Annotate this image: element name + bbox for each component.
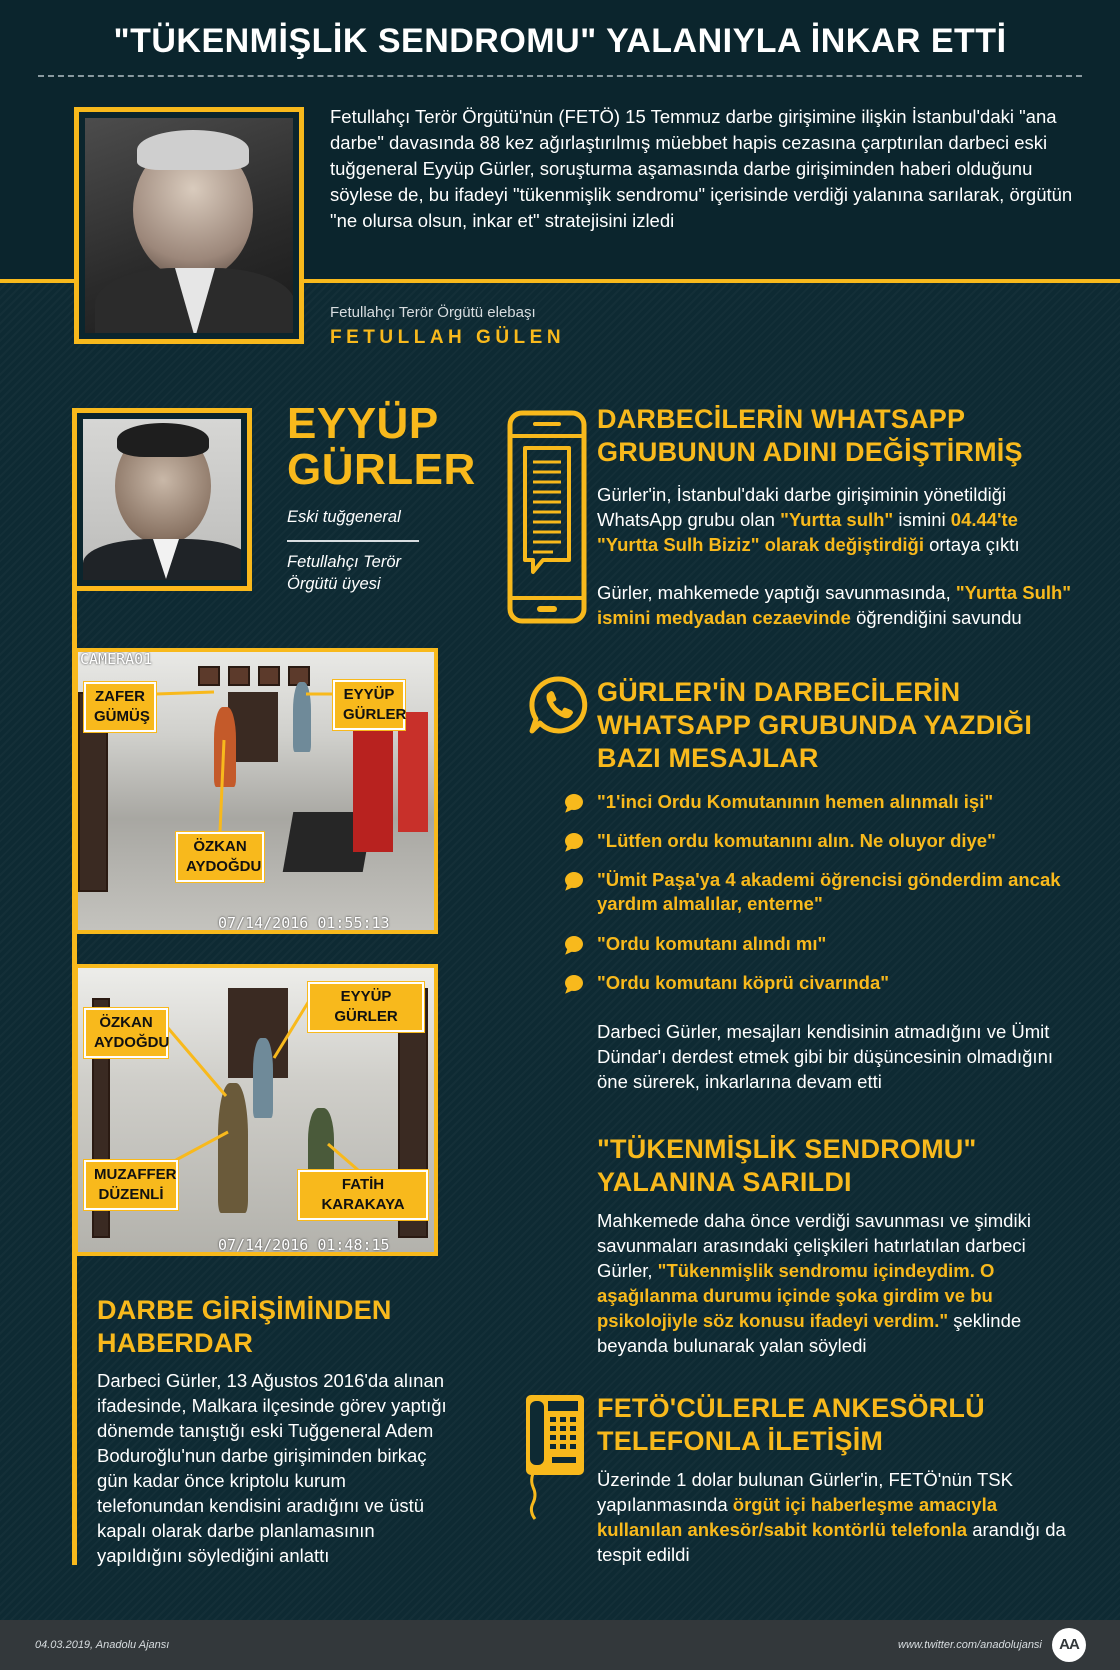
speech-bubble-icon bbox=[565, 872, 583, 888]
message-item: "Lütfen ordu komutanını alın. Ne oluyor diye" bbox=[565, 829, 1085, 859]
page-title: "TÜKENMİŞLİK SENDROMU" YALANIYLA İNKAR ETTİ bbox=[113, 22, 1007, 60]
camera-1-timestamp: 07/14/2016 01:55:13 bbox=[218, 914, 390, 932]
whatsapp-icon bbox=[528, 675, 588, 735]
eyyup-portrait bbox=[83, 419, 241, 580]
footer-twitter-link[interactable]: www.twitter.com/anadolujansi bbox=[898, 1639, 1042, 1651]
tag-eyyup-gurler: EYYÜP GÜRLER bbox=[333, 680, 405, 730]
message-item: "Ordu komutanı alındı mı" bbox=[565, 932, 1085, 962]
messages-closing: Darbeci Gürler, mesajları kendisinin atmadığını ve Ümit Dündar'ı derdest etmek gibi bir düşüncesinin olmadığını öne sürerek, inkarlarına devam etti bbox=[597, 1021, 1054, 1092]
speech-bubble-icon bbox=[565, 975, 583, 991]
ankesor-heading: FETÖ'CÜLERLE ANKESÖRLÜ TELEFONLA İLETİŞİM bbox=[597, 1393, 985, 1456]
camera-still-2 bbox=[74, 964, 438, 1256]
tag-ozkan-aydogdu-2: ÖZKAN AYDOĞDU bbox=[84, 1008, 168, 1058]
camera-still-1 bbox=[74, 648, 438, 934]
footer-date: 04.03.2019, Anadolu Ajansı bbox=[35, 1639, 170, 1651]
eyyup-title: Eski tuğgeneral bbox=[287, 508, 401, 526]
tag-ozkan-aydogdu: ÖZKAN AYDOĞDU bbox=[176, 832, 264, 882]
tag-fatih-karakaya: FATİH KARAKAYA bbox=[298, 1170, 428, 1220]
sendrom-paragraph: Mahkemede daha önce verdiği savunması ve şimdiki savunmaları arasındaki çelişkileri hatırlatılan darbeci Gürler, "Tükenmişlik sendromu içindeydim. O aşağılanma durumu içinde şoka girdim ve bu psikolojiyle söz konusu ifadeyi verdim." şeklinde beyanda bulunarak yalan söyledi bbox=[597, 1210, 1031, 1356]
gulen-portrait bbox=[85, 118, 293, 333]
ankesor-paragraph: Üzerinde 1 dolar bulunan Gürler'in, FETÖ'nün TSK yapılanmasında örgüt içi haberleşme amacıyla kullanılan ankesör/sabit kontörlü telefonla arandığı da tespit edildi bbox=[597, 1469, 1066, 1565]
gulen-name: FETULLAH GÜLEN bbox=[330, 327, 566, 348]
message-item: "Ordu komutanı köprü civarında" bbox=[565, 971, 1085, 1001]
intro-paragraph: Fetullahçı Terör Örgütü'nün (FETÖ) 15 Temmuz darbe girişimine ilişkin İstanbul'daki "ana darbe" davasında 88 kez ağırlaştırılmış müebbet hapis cezasına çarptırılan darbeci eski tuğgeneral Eyyüp Gürler, soruşturma aşamasında darbe girişiminden haberi olduğunu söylese de, bu ifadeyi "tükenmişlik sendromu" içerisinde verdiği yalanına sarılarak, örgütün "ne olursa olsun, inkar et" stratejisini izledi bbox=[330, 106, 1073, 231]
gulen-caption: Fetullahçı Terör Örgütü elebaşı bbox=[330, 304, 536, 321]
speech-bubble-icon bbox=[565, 794, 583, 810]
eyyup-name-line1: EYYÜP bbox=[287, 399, 439, 448]
phone-chat-icon bbox=[507, 410, 587, 624]
speech-bubble-icon bbox=[565, 936, 583, 952]
payphone-icon bbox=[522, 1395, 588, 1525]
message-item: "1'inci Ordu Komutanının hemen alınmalı işi" bbox=[565, 790, 1085, 820]
whatsapp-name-paragraph-1: Gürler'in, İstanbul'daki darbe girişiminin yönetildiği WhatsApp grubu olan "Yurtta sulh" ismini 04.44'te "Yurtta Sulh Biziz" olarak değiştirdiği ortaya çıktı bbox=[597, 484, 1020, 555]
eyyup-divider bbox=[287, 540, 419, 542]
darbe-paragraph: Darbeci Gürler, 13 Ağustos 2016'da alınan ifadesinde, Malkara ilçesinde görev yaptığı dönemde tanıştığı eski Tuğgeneral Adem Boduroğlu'nun darbe girişiminden birkaç gün kadar önce kriptolu kurum telefonundan kendisini aradığını ve üstü kapalı olarak darbe planlamasının yapıldığını söylediğini anlattı bbox=[97, 1370, 447, 1566]
camera-2-timestamp: 07/14/2016 01:48:15 bbox=[218, 1236, 390, 1254]
eyyup-name bbox=[287, 401, 476, 493]
tag-zafer-gumus: ZAFER GÜMÜŞ bbox=[84, 682, 156, 732]
tag-muzaffer-duzenli: MUZAFFER DÜZENLİ bbox=[84, 1160, 178, 1210]
gulen-portrait-frame bbox=[74, 107, 304, 344]
eyyup-portrait-frame bbox=[72, 408, 252, 591]
whatsapp-name-heading: DARBECİLERİN WHATSAPP GRUBUNUN ADINI DEĞİŞTİRMİŞ bbox=[597, 404, 1023, 467]
speech-bubble-icon bbox=[565, 833, 583, 849]
tag-eyyup-gurler-2: EYYÜP GÜRLER bbox=[308, 982, 424, 1032]
aa-logo: AA bbox=[1052, 1628, 1086, 1662]
darbe-heading: DARBE GİRİŞİMİNDEN HABERDAR bbox=[97, 1295, 392, 1358]
message-item: "Ümit Paşa'ya 4 akademi öğrencisi gönderdim ancak yardım almalılar, enterne" bbox=[565, 868, 1085, 922]
title-divider bbox=[38, 75, 1082, 77]
sendrom-heading: "TÜKENMİŞLİK SENDROMU" YALANINA SARILDI bbox=[597, 1134, 977, 1197]
whatsapp-name-paragraph-2: Gürler, mahkemede yaptığı savunmasında, "Yurtta Sulh" ismini medyadan cezaevinde öğrendiğini savundu bbox=[597, 582, 1072, 628]
eyyup-org: Fetullahçı Terör Örgütü üyesi bbox=[287, 553, 402, 593]
messages-heading: GÜRLER'İN DARBECİLERİN WHATSAPP GRUBUNDA YAZDIĞI BAZI MESAJLAR bbox=[597, 677, 1033, 773]
camera-1-label: CAMERA01 bbox=[80, 650, 153, 668]
eyyup-name-line2: GÜRLER bbox=[287, 445, 476, 494]
